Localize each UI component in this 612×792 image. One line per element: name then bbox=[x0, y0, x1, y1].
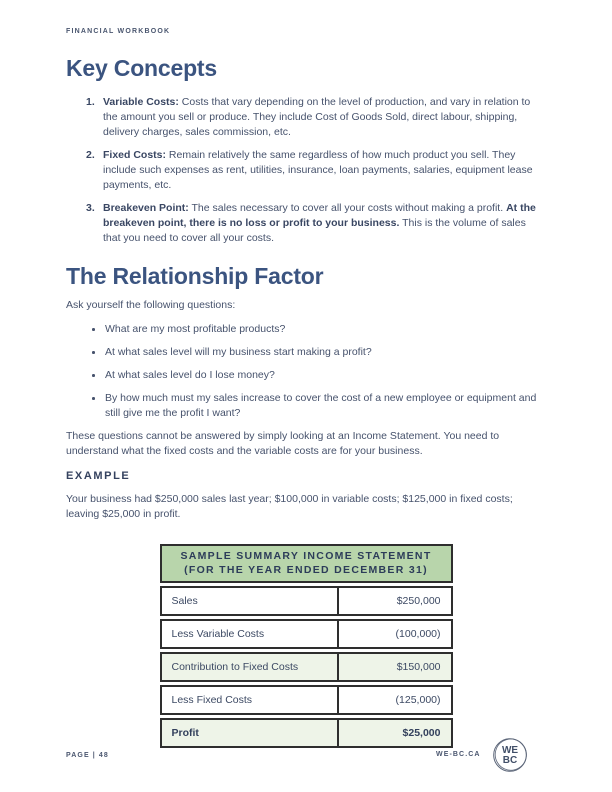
row-value: (125,000) bbox=[337, 687, 451, 713]
table-row bbox=[160, 586, 453, 616]
bullet-icon bbox=[92, 397, 95, 400]
row-value: $150,000 bbox=[337, 654, 451, 680]
income-statement-table bbox=[160, 544, 453, 748]
row-label: Less Fixed Costs bbox=[171, 694, 253, 706]
list-item-text: Fixed Costs: Remain relatively the same regardless of how much product you sell. They include such expenses as rent, utilities, insurance, loan payments, salaries, equipment lease payments, etc. bbox=[103, 149, 533, 191]
list-item bbox=[66, 95, 546, 140]
row-label: Sales bbox=[171, 595, 198, 607]
list-item bbox=[66, 368, 546, 383]
question-text: At what sales level do I lose money? bbox=[105, 369, 275, 381]
list-number: 3. bbox=[86, 202, 95, 214]
key-concepts-list bbox=[66, 95, 546, 246]
logo-text-bc: BC bbox=[502, 755, 517, 766]
row-value: $25,000 bbox=[337, 720, 451, 746]
row-label: Profit bbox=[171, 727, 199, 739]
workbook-kicker: FINANCIAL WORKBOOK bbox=[66, 28, 171, 35]
table-title-line2: (FOR THE YEAR ENDED DECEMBER 31) bbox=[184, 563, 428, 576]
list-item bbox=[66, 148, 546, 193]
webc-logo-icon bbox=[491, 736, 529, 774]
list-number: 2. bbox=[86, 149, 95, 161]
bullet-icon bbox=[92, 351, 95, 354]
footer-branding bbox=[436, 736, 529, 774]
relationship-factor-heading: The Relationship Factor bbox=[66, 263, 324, 289]
table-row bbox=[160, 619, 453, 649]
example-paragraph: Your business had $250,000 sales last year; $100,000 in variable costs; $125,000 in fixed costs; leaving $25,000 in profit. bbox=[66, 493, 513, 520]
bullet-icon bbox=[92, 374, 95, 377]
website-url: WE-BC.CA bbox=[436, 751, 481, 758]
row-label: Contribution to Fixed Costs bbox=[171, 661, 299, 673]
row-value: $250,000 bbox=[337, 588, 451, 614]
list-item-text: Variable Costs: Costs that vary depending on the level of production, and vary in relation to the amount you sell or produce. They include Cost of Goods Sold, direct labour, shipping, delivery charges, sales commission, etc. bbox=[103, 96, 531, 138]
row-value: (100,000) bbox=[337, 621, 451, 647]
question-text: At what sales level will my business start making a profit? bbox=[105, 346, 372, 358]
list-item bbox=[66, 345, 546, 360]
page-number: PAGE | 48 bbox=[66, 752, 109, 759]
table-row bbox=[160, 652, 453, 682]
questions-intro: Ask yourself the following questions: bbox=[66, 299, 236, 311]
list-item bbox=[66, 322, 546, 337]
page-content bbox=[66, 54, 546, 748]
row-label: Less Variable Costs bbox=[171, 628, 265, 640]
example-heading: EXAMPLE bbox=[66, 470, 131, 482]
key-concepts-heading: Key Concepts bbox=[66, 55, 217, 81]
list-item-text: Breakeven Point: The sales necessary to cover all your costs without making a profit. At the breakeven point, there is no loss or profit to your business. This is the volume of sales that you need to cover all your costs. bbox=[103, 202, 536, 244]
table-row bbox=[160, 718, 453, 748]
bullet-icon bbox=[92, 328, 95, 331]
question-text: What are my most profitable products? bbox=[105, 323, 286, 335]
list-item bbox=[66, 201, 546, 246]
question-text: By how much must my sales increase to cover the cost of a new employee or equipment and still give me the profit I want? bbox=[105, 392, 537, 419]
list-number: 1. bbox=[86, 96, 95, 108]
table-title bbox=[160, 544, 453, 583]
questions-list bbox=[66, 322, 546, 421]
income-statement-note: These questions cannot be answered by simply looking at an Income Statement. You need to understand what the fixed costs and the variable costs are for your business. bbox=[66, 430, 500, 457]
list-item bbox=[66, 391, 546, 421]
logo-text-we: WE bbox=[501, 745, 518, 756]
table-title-line1: SAMPLE SUMMARY INCOME STATEMENT bbox=[180, 550, 432, 562]
table-row bbox=[160, 685, 453, 715]
